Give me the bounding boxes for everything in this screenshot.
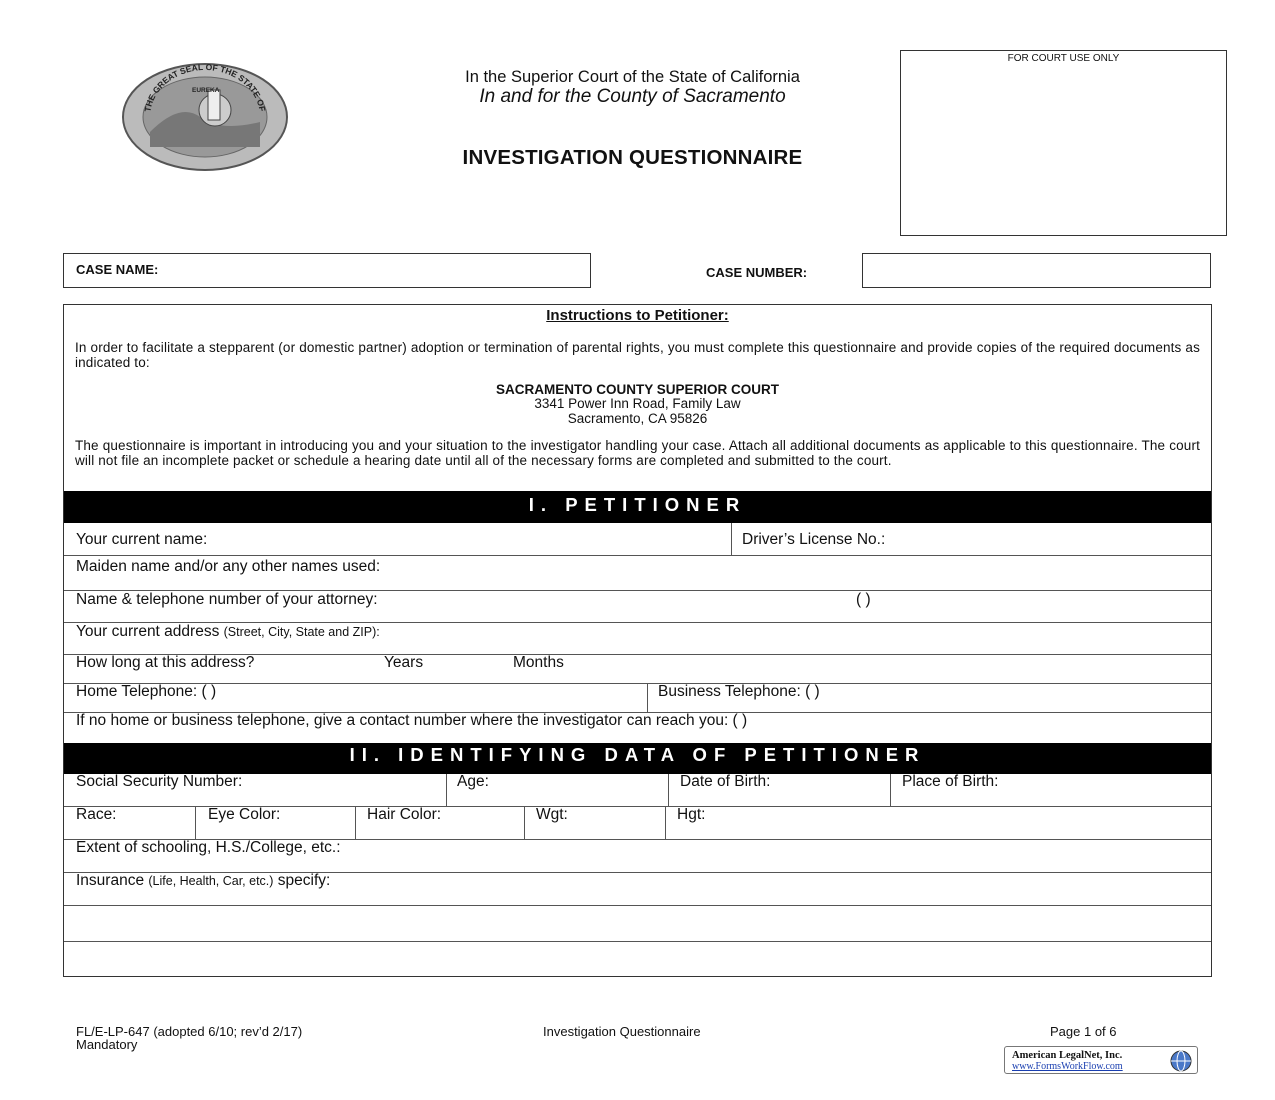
footer-title: Investigation Questionnaire	[543, 1024, 701, 1039]
insurance-line-3[interactable]	[64, 942, 1211, 976]
business-phone-field[interactable]: Business Telephone: ( )	[658, 683, 820, 700]
case-number-field[interactable]	[862, 253, 1211, 288]
badge-company: American LegalNet, Inc.	[1012, 1050, 1123, 1061]
instructions-paragraph-1: In order to facilitate a stepparent (or domestic partner) adoption or termination of parental rights, you must complete this questionnaire and provide copies of the required documents as indicated to:	[75, 340, 1200, 370]
years-field[interactable]: Years	[384, 654, 424, 671]
home-phone-field[interactable]: Home Telephone: ( )	[76, 683, 217, 700]
ssn-field[interactable]: Social Security Number:	[76, 773, 243, 790]
form-code: FL/E-LP-647 (adopted 6/10; rev’d 2/17)	[76, 1024, 303, 1039]
court-name-line2: In and for the County of Sacramento	[479, 86, 786, 107]
case-number-label: CASE NUMBER:	[706, 265, 808, 280]
how-long-label: How long at this address?	[76, 654, 255, 671]
insurance-tail: specify:	[277, 872, 331, 889]
seal-motto: EUREKA	[192, 87, 220, 94]
section-2-header: II. IDENTIFYING DATA OF PETITIONER	[64, 743, 1211, 774]
court-use-box[interactable]	[900, 50, 1227, 236]
attorney-phone-field[interactable]: ( )	[856, 591, 871, 608]
court-name-line1: In the Superior Court of the State of California	[465, 68, 800, 86]
current-address-hint: (Street, City, State and ZIP):	[223, 625, 380, 639]
insurance-field[interactable]	[76, 872, 330, 890]
badge-link[interactable]: www.FormsWorkFlow.com	[1012, 1061, 1123, 1072]
case-name-label: CASE NAME:	[76, 262, 159, 277]
contact-number-field[interactable]: If no home or business telephone, give a contact number where the investigator can reach you: ( )	[76, 712, 748, 729]
insurance-line-2[interactable]	[64, 906, 1211, 940]
globe-icon	[1169, 1049, 1193, 1073]
current-address-field[interactable]	[76, 623, 380, 641]
schooling-field[interactable]: Extent of schooling, H.S./College, etc.:	[76, 839, 341, 856]
california-seal	[120, 62, 290, 172]
legalnet-badge[interactable]	[1004, 1046, 1198, 1074]
seal-lettering: THE GREAT SEAL OF THE STATE OF	[142, 62, 268, 113]
current-name-field[interactable]: Your current name:	[76, 531, 208, 548]
height-field[interactable]: Hgt:	[677, 806, 706, 823]
eye-color-field[interactable]: Eye Color:	[208, 806, 281, 823]
court-use-label: FOR COURT USE ONLY	[1007, 53, 1120, 64]
instructions-heading: Instructions to Petitioner:	[546, 307, 729, 324]
mandatory-label: Mandatory	[76, 1037, 138, 1052]
maiden-name-field[interactable]: Maiden name and/or any other names used:	[76, 558, 381, 575]
pob-field[interactable]: Place of Birth:	[902, 773, 999, 790]
age-field[interactable]: Age:	[457, 773, 489, 790]
instructions-paragraph-2: The questionnaire is important in introducing you and your situation to the investigator handling your case. Attach all additional documents as applicable to this questionnaire. The court will not file an incomplete packet or schedule a hearing date until all of the necessary forms are completed and submitted to the court.	[75, 438, 1200, 468]
current-address-label: Your current address	[76, 623, 220, 640]
dob-field[interactable]: Date of Birth:	[680, 773, 771, 790]
drivers-license-field[interactable]: Driver’s License No.:	[742, 531, 886, 548]
race-field[interactable]: Race:	[76, 806, 117, 823]
attorney-field[interactable]: Name & telephone number of your attorney:	[76, 591, 378, 608]
form-title: INVESTIGATION QUESTIONNAIRE	[462, 146, 803, 169]
address-line-2: Sacramento, CA 95826	[567, 411, 708, 426]
hair-color-field[interactable]: Hair Color:	[367, 806, 442, 823]
case-name-field[interactable]	[63, 253, 591, 288]
insurance-hint: (Life, Health, Car, etc.)	[148, 874, 274, 888]
address-court-name: SACRAMENTO COUNTY SUPERIOR COURT	[495, 382, 780, 397]
address-line-1: 3341 Power Inn Road, Family Law	[534, 396, 741, 411]
section-1-header: I. PETITIONER	[64, 491, 1211, 523]
weight-field[interactable]: Wgt:	[536, 806, 568, 823]
page-number: Page 1 of 6	[1050, 1024, 1117, 1039]
insurance-label: Insurance	[76, 872, 145, 889]
months-field[interactable]: Months	[513, 654, 564, 671]
